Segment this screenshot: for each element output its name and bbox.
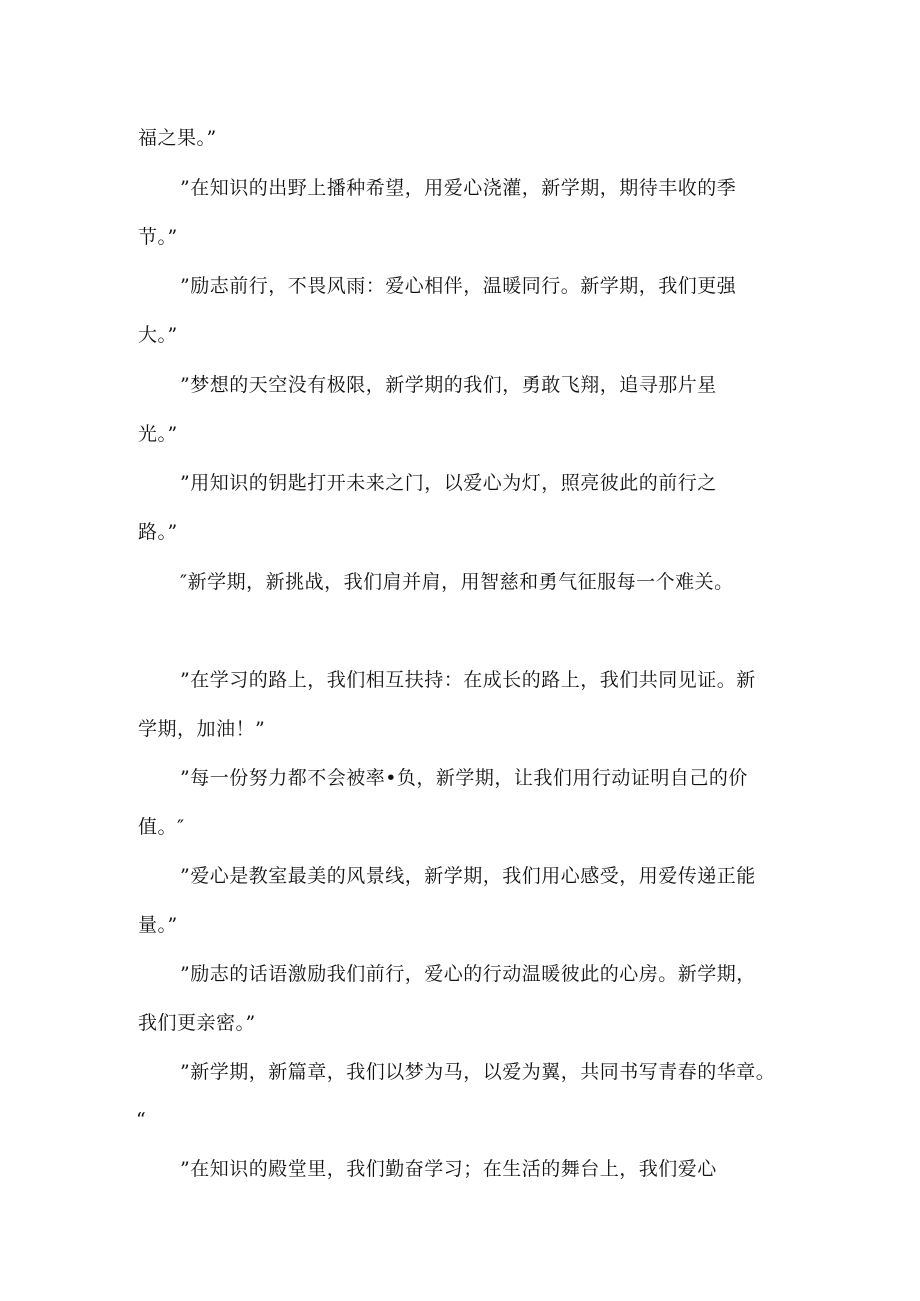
text-line: 大。” bbox=[138, 324, 178, 346]
text-line: ”在知识的出野上播种希望，用爱心浇灌，新学期，期待丰收的季 bbox=[180, 177, 737, 199]
text-line: ”用知识的钥匙打开未来之门，以爱心为灯，照亮彼此的前行之 bbox=[180, 472, 717, 494]
text-line: 节。” bbox=[138, 226, 178, 248]
text-line: ”爱心是教室最美的风景线，新学期，我们用心感受，用爱传递正能 bbox=[180, 865, 756, 887]
text-line: ”梦想的天空没有极限，新学期的我们，勇敢飞翔，追寻那片星 bbox=[180, 374, 717, 396]
text-line: 量。” bbox=[138, 914, 178, 936]
text-line: ”在知识的殿堂里，我们勤奋学习；在生活的舞台上，我们爱心 bbox=[180, 1158, 717, 1180]
text-line: 我们更亲密。” bbox=[138, 1012, 256, 1034]
text-line: ”每一份努力都不会被率•负，新学期，让我们用行动证明自己的价 bbox=[180, 767, 748, 789]
text-line: “ bbox=[136, 1109, 147, 1131]
text-line: 光。” bbox=[138, 423, 178, 445]
text-line: 值。″ bbox=[138, 816, 185, 838]
text-line: 路。” bbox=[138, 521, 178, 543]
text-line: 学期，加油！” bbox=[138, 718, 266, 740]
text-line: ”励志前行，不畏风雨：爱心相伴，温暖同行。新学期，我们更强 bbox=[180, 275, 737, 297]
text-line: ”在学习的路上，我们相互扶持：在成长的路上，我们共同见证。新 bbox=[180, 669, 756, 691]
text-line: ″新学期，新挑战，我们肩并肩，用智慈和勇气征服每一个难关。 bbox=[180, 571, 734, 593]
text-line: 福之果。” bbox=[138, 127, 217, 149]
text-line: ”新学期，新篇章，我们以梦为马，以爱为翼，共同书写青春的华章。 bbox=[180, 1061, 776, 1083]
text-line: ”励志的话语激励我们前行，爱心的行动温暖彼此的心房。新学期， bbox=[180, 963, 756, 985]
